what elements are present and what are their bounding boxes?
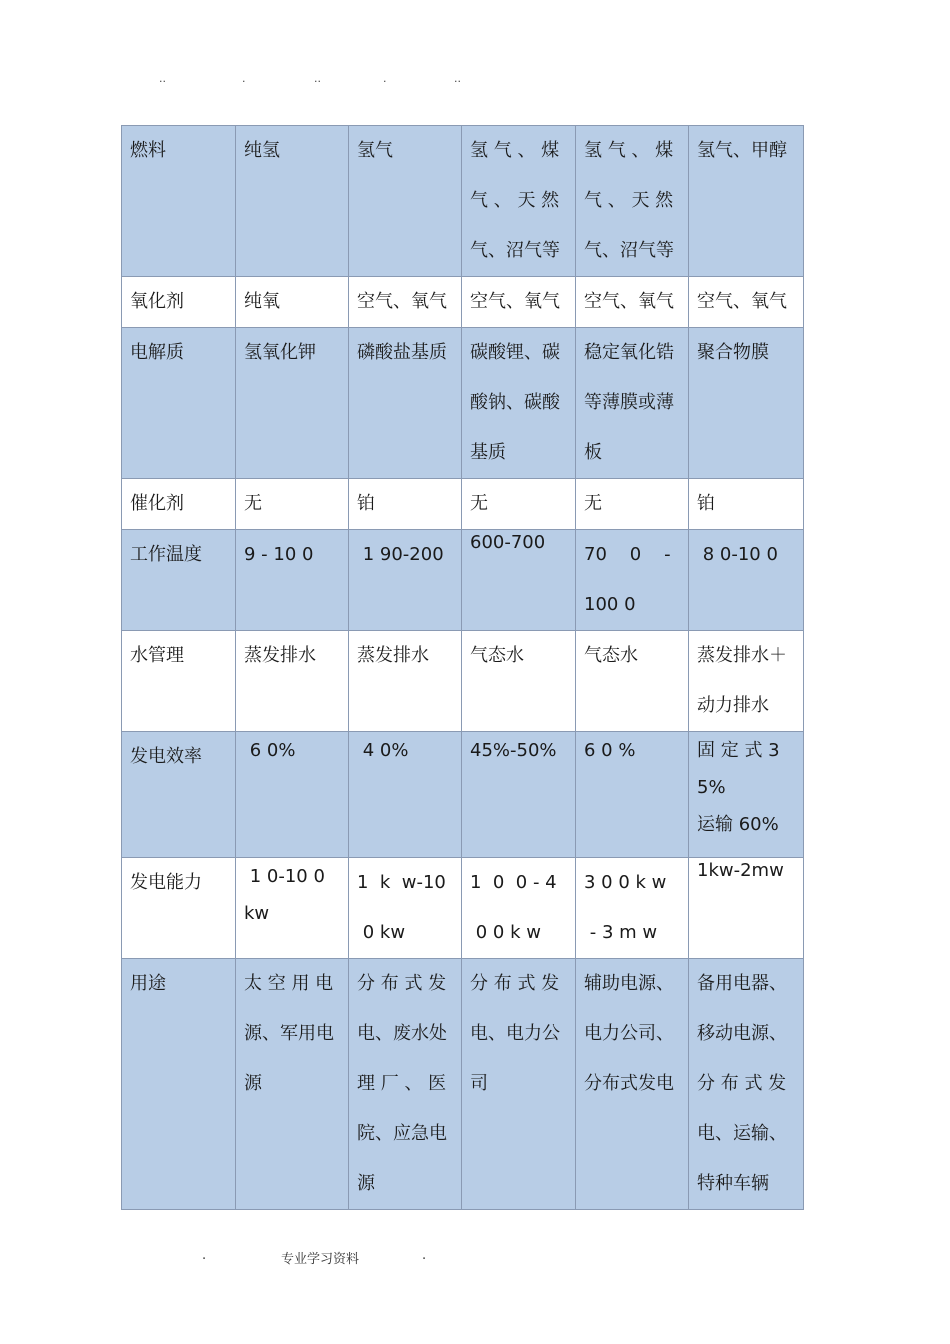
cell-text: 电、废水处 <box>357 1023 447 1044</box>
table-cell <box>349 732 462 858</box>
row-label: 氧化剂 <box>130 291 184 312</box>
table-cell <box>462 631 576 732</box>
table-cell <box>349 479 462 530</box>
table-cell <box>349 530 462 631</box>
cell-text: 备用电器、 <box>697 973 787 994</box>
page-footer <box>0 1248 950 1268</box>
cell-text: 源、军用电 <box>244 1023 334 1044</box>
table-cell <box>462 959 576 1210</box>
cell-text: 板 <box>584 442 602 463</box>
cell-text: 氢气、甲醇 <box>697 140 787 161</box>
cell-text: 气 、 天 然 <box>584 190 674 211</box>
table-cell <box>576 732 689 858</box>
cell-text: 电力公司、 <box>584 1023 674 1044</box>
cell-text: 运输 60% <box>697 814 779 835</box>
cell-text: 1 0 0 - 4 <box>470 872 557 893</box>
table-cell <box>236 631 349 732</box>
cell-text: 气、沼气等 <box>584 240 674 261</box>
table-row <box>122 479 804 530</box>
table-row <box>122 732 804 858</box>
table-cell <box>462 126 576 277</box>
cell-text: 4 0% <box>357 740 409 761</box>
table-cell <box>349 631 462 732</box>
cell-text: 9 - 10 0 <box>244 544 314 565</box>
cell-text: 1 0-10 0 <box>244 866 325 887</box>
table-cell <box>576 479 689 530</box>
cell-text: 70 0 - <box>584 544 671 565</box>
cell-text: 0 kw <box>357 922 406 943</box>
cell-text: 院、应急电 <box>357 1123 447 1144</box>
header-dot: .. <box>159 72 166 85</box>
row-label: 用途 <box>130 973 166 994</box>
cell-text: 磷酸盐基质 <box>357 342 447 363</box>
table-row <box>122 126 804 277</box>
cell-text: 基质 <box>470 442 506 463</box>
row-label: 发电效率 <box>130 746 202 767</box>
row-label-cell <box>122 530 236 631</box>
cell-text: 太 空 用 电 <box>244 973 334 994</box>
table-cell <box>689 732 804 858</box>
table-cell <box>462 479 576 530</box>
cell-text: 空气、氧气 <box>697 291 787 312</box>
table-cell <box>236 277 349 328</box>
cell-text: 源 <box>244 1073 262 1094</box>
cell-text: 电、电力公 <box>470 1023 560 1044</box>
cell-text: 蒸发排水 <box>244 645 316 666</box>
cell-text: 100 0 <box>584 594 636 615</box>
cell-text: 气态水 <box>470 645 524 666</box>
table-cell <box>462 858 576 959</box>
table-cell <box>689 328 804 479</box>
cell-text: 特种车辆 <box>697 1173 769 1194</box>
cell-text: 纯氢 <box>244 140 280 161</box>
cell-text: 1 90-200 <box>357 544 444 565</box>
cell-text: 1 k w-10 <box>357 872 446 893</box>
cell-text: 稳定氧化锆 <box>584 342 674 363</box>
cell-text: 分 布 式 发 <box>697 1073 787 1094</box>
row-label: 水管理 <box>130 645 184 666</box>
table-cell <box>689 631 804 732</box>
cell-text: 45%-50% <box>470 740 557 761</box>
table-cell <box>576 530 689 631</box>
cell-text: 动力排水 <box>697 695 769 716</box>
row-label: 燃料 <box>130 140 166 161</box>
row-label-cell <box>122 479 236 530</box>
table-cell <box>349 328 462 479</box>
cell-text: 空气、氧气 <box>470 291 560 312</box>
cell-text: 8 0-10 0 <box>697 544 778 565</box>
cell-text: 无 <box>244 493 262 514</box>
cell-text: 分 布 式 发 <box>470 973 560 994</box>
table-cell <box>462 328 576 479</box>
table-cell <box>236 530 349 631</box>
row-label-cell <box>122 732 236 858</box>
cell-text: 气 、 天 然 <box>470 190 560 211</box>
cell-text: 无 <box>470 493 488 514</box>
row-label: 工作温度 <box>130 544 202 565</box>
cell-text: 0 0 k w <box>470 922 541 943</box>
cell-text: - 3 m w <box>584 922 658 943</box>
table-cell <box>349 858 462 959</box>
table-cell <box>349 126 462 277</box>
cell-text: 铂 <box>357 493 375 514</box>
table-row <box>122 631 804 732</box>
row-label-cell <box>122 858 236 959</box>
row-label-cell <box>122 959 236 1210</box>
cell-text: 5% <box>697 777 726 798</box>
table-cell <box>349 277 462 328</box>
table-row <box>122 530 804 631</box>
cell-text: 碳酸锂、碳 <box>470 342 560 363</box>
cell-text: 固 定 式 3 <box>697 740 780 761</box>
row-label: 催化剂 <box>130 493 184 514</box>
table-row <box>122 277 804 328</box>
table-cell <box>462 277 576 328</box>
table-row <box>122 328 804 479</box>
row-label-cell <box>122 277 236 328</box>
table-cell <box>576 126 689 277</box>
cell-text: 氢 气 、 煤 <box>584 140 674 161</box>
row-label-cell <box>122 126 236 277</box>
cell-text: 纯氧 <box>244 291 280 312</box>
table-cell <box>576 328 689 479</box>
cell-text: 空气、氧气 <box>584 291 674 312</box>
table-cell <box>236 479 349 530</box>
table-cell <box>576 631 689 732</box>
footer-left-dot: . <box>202 1248 207 1263</box>
header-dot: .. <box>454 72 461 85</box>
footer-text: 专业学习资料 <box>281 1252 360 1267</box>
cell-text: 氢气 <box>357 140 393 161</box>
table-cell <box>236 959 349 1210</box>
cell-text: 蒸发排水＋ <box>697 645 787 666</box>
cell-text: kw <box>244 903 270 924</box>
table-cell <box>689 126 804 277</box>
table-cell <box>576 277 689 328</box>
table-cell <box>689 479 804 530</box>
table-cell <box>236 732 349 858</box>
table-row <box>122 959 804 1210</box>
header-dot: . <box>242 72 246 85</box>
table-cell <box>689 959 804 1210</box>
cell-text: 源 <box>357 1173 375 1194</box>
row-label-cell <box>122 631 236 732</box>
cell-text: 6 0 % <box>584 740 636 761</box>
fuel-cell-comparison-table <box>121 125 804 1210</box>
table-cell <box>576 858 689 959</box>
table-cell <box>689 858 804 959</box>
cell-text: 司 <box>470 1073 488 1094</box>
table-cell <box>236 328 349 479</box>
cell-text: 无 <box>584 493 602 514</box>
cell-text: 等薄膜或薄 <box>584 392 674 413</box>
header-dots <box>0 72 950 86</box>
row-label-cell <box>122 328 236 479</box>
cell-text: 1kw-2mw <box>697 860 784 881</box>
footer-right-dot: . <box>422 1248 427 1263</box>
cell-text: 聚合物膜 <box>697 342 769 363</box>
cell-text: 酸钠、碳酸 <box>470 392 560 413</box>
cell-text: 分 布 式 发 <box>357 973 447 994</box>
cell-text: 空气、氧气 <box>357 291 447 312</box>
cell-text: 气态水 <box>584 645 638 666</box>
cell-text: 移动电源、 <box>697 1023 787 1044</box>
table-cell <box>236 126 349 277</box>
table-row <box>122 858 804 959</box>
cell-text: 6 0% <box>244 740 296 761</box>
cell-text: 铂 <box>697 493 715 514</box>
table-cell <box>689 530 804 631</box>
cell-text: 3 0 0 k w <box>584 872 667 893</box>
row-label: 发电能力 <box>130 872 202 893</box>
cell-text: 蒸发排水 <box>357 645 429 666</box>
table-cell <box>462 530 576 631</box>
cell-text: 电、运输、 <box>697 1123 787 1144</box>
table-cell <box>689 277 804 328</box>
cell-text: 600-700 <box>470 532 546 553</box>
cell-text: 气、沼气等 <box>470 240 560 261</box>
cell-text: 辅助电源、 <box>584 973 674 994</box>
cell-text: 理 厂 、 医 <box>357 1073 447 1094</box>
row-label: 电解质 <box>130 342 184 363</box>
header-dot: .. <box>314 72 321 85</box>
header-dot: . <box>383 72 387 85</box>
table-cell <box>576 959 689 1210</box>
cell-text: 分布式发电 <box>584 1073 674 1094</box>
table-cell <box>349 959 462 1210</box>
cell-text: 氢 气 、 煤 <box>470 140 560 161</box>
cell-text: 氢氧化钾 <box>244 342 316 363</box>
table-cell <box>462 732 576 858</box>
table-cell <box>236 858 349 959</box>
